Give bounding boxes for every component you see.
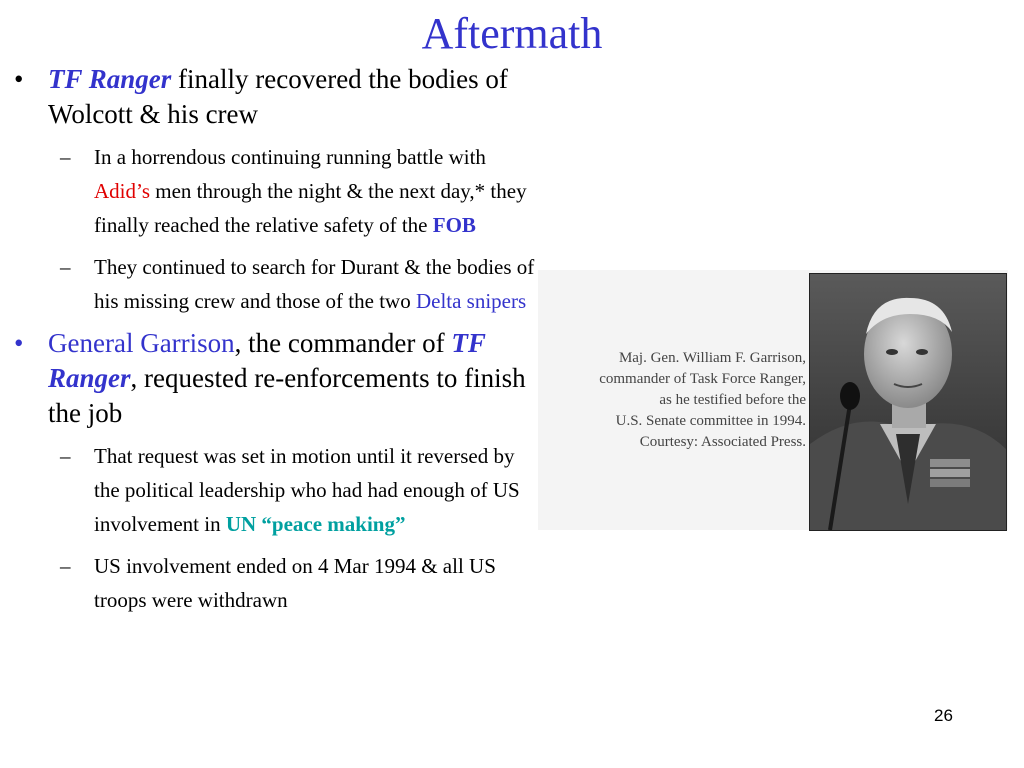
slide-number: 26 — [934, 706, 953, 725]
bullet-text-segment: , the commander of — [234, 328, 452, 358]
caption-line: Courtesy: Associated Press. — [639, 434, 806, 450]
bullet-text-segment: TF Ranger — [48, 328, 486, 393]
bullet-text-segment: General Garrison — [48, 328, 235, 358]
photo-caption — [544, 348, 806, 453]
sub-bullet-text-segment: Adid’s — [94, 179, 151, 203]
sub-bullet-item — [14, 549, 544, 617]
bullet-dot-icon: • — [14, 64, 24, 94]
dash-marker: – — [60, 554, 71, 578]
sub-bullet-text-segment: UN “peace making” — [225, 512, 406, 536]
sub-bullet-text-segment: They continued to search for Durant & the bodies of his missing crew and those of the two — [94, 255, 535, 313]
caption-line: commander of Task Force Ranger, — [599, 371, 806, 387]
sub-bullet-text-segment: In a horrendous continuing running battle with — [94, 145, 486, 169]
bullet-text-segment: TF Ranger — [48, 64, 172, 94]
sub-bullet-text-segment: US involvement ended on 4 Mar 1994 & all US troops were withdrawn — [94, 554, 496, 612]
dash-marker: – — [60, 444, 71, 468]
sub-bullet-text-segment: Delta snipers — [415, 289, 527, 313]
caption-line: U.S. Senate committee in 1994. — [615, 413, 806, 429]
sub-bullet-text-segment: That request was set in motion until it reversed by the political leadership who had had enough of US involvement in — [94, 444, 520, 536]
portrait-image-icon — [810, 274, 1006, 530]
bullet-text-segment: finally recovered the bodies of Wolcott & his crew — [48, 64, 508, 129]
bullet-list — [14, 62, 544, 625]
bullet-dot-icon: • — [14, 328, 24, 358]
sub-bullet-item — [14, 439, 544, 541]
caption-line: Maj. Gen. William F. Garrison, — [618, 350, 806, 366]
bullet-item — [14, 326, 544, 431]
caption-line: as he testified before the — [659, 392, 806, 408]
sub-bullet-text-segment: men through the night & the next day,* they finally reached the relative safety of the — [94, 179, 527, 237]
photo-panel — [538, 270, 1008, 530]
sub-bullet-text-segment: FOB — [432, 213, 476, 237]
dash-marker: – — [60, 145, 71, 169]
dash-marker: – — [60, 255, 71, 279]
slide-title: Aftermath — [421, 9, 603, 58]
bullet-text-segment: , requested re-enforcements to finish the job — [48, 363, 526, 428]
sub-bullet-item — [14, 250, 544, 318]
sub-bullet-item — [14, 140, 544, 242]
bullet-item — [14, 62, 544, 132]
portrait-photo — [809, 273, 1007, 531]
